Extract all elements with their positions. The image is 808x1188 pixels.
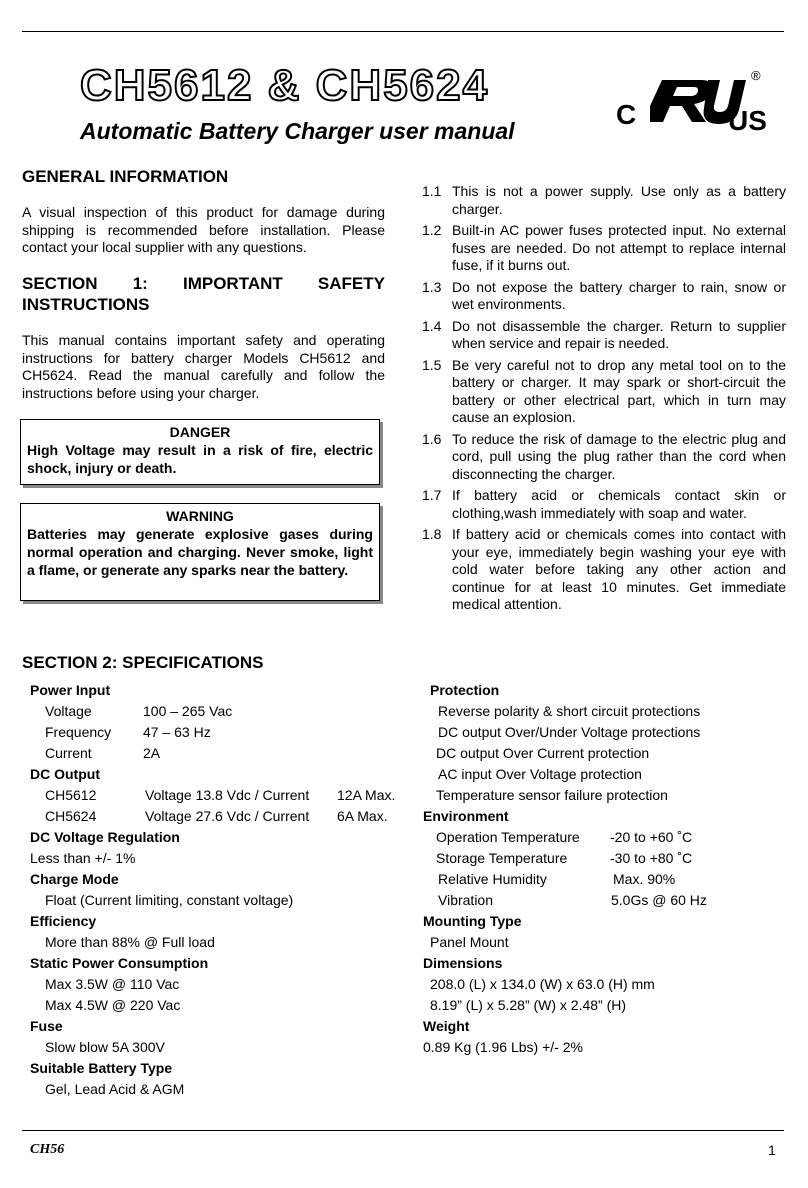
spec-value: Max. 90% — [613, 871, 676, 887]
item-text: To reduce the risk of damage to the electric plug and cord, pull using the plug rather than the cord when disconnecting the charger. — [452, 430, 786, 482]
static-power-value: Max 3.5W @ 110 Vac — [45, 976, 180, 992]
item-number: 1.6 — [422, 430, 442, 447]
spec-key: Relative Humidity — [438, 871, 547, 887]
item-number: 1.7 — [422, 487, 442, 503]
spec-row — [30, 743, 410, 764]
danger-box — [20, 419, 380, 485]
general-information-text: A visual inspection of this product for damage during shipping is recommended before installation. Please contact your local supplier with any questions. — [22, 204, 385, 255]
top-rule — [22, 31, 784, 32]
danger-title: DANGER — [169, 424, 231, 440]
section1-heading-word: 1: — [132, 274, 148, 293]
dc-spec: Voltage 13.8 Vdc / Current — [145, 787, 310, 803]
item-number: 1.3 — [422, 278, 442, 295]
general-information-heading: GENERAL INFORMATION — [22, 167, 229, 186]
section1-heading-word: SAFETY — [317, 274, 385, 293]
environment-label: Environment — [423, 808, 509, 824]
spec-value: 2A — [143, 745, 161, 761]
item-text: Do not expose the battery charger to rain, snow or wet environments. — [452, 278, 786, 312]
section1-heading-line2: INSTRUCTIONS — [22, 295, 150, 314]
dc-spec: Voltage 27.6 Vdc / Current — [145, 808, 310, 824]
item-number: 1.8 — [422, 526, 442, 542]
list-item — [422, 526, 786, 614]
dc-model: CH5624 — [45, 808, 97, 824]
spec-key: Operation Temperature — [436, 829, 580, 845]
protection-label: Protection — [430, 682, 500, 698]
list-item — [422, 431, 786, 484]
dimensions-label: Dimensions — [423, 955, 503, 971]
spec-value: 47 – 63 Hz — [143, 724, 211, 740]
warning-title: WARNING — [166, 508, 234, 524]
cru-us-certification-logo — [610, 66, 790, 136]
protection-item: Temperature sensor failure protection — [436, 787, 668, 803]
fuse-value: Slow blow 5A 300V — [45, 1039, 165, 1055]
battery-type-value: Gel, Lead Acid & AGM — [45, 1081, 185, 1097]
page-subtitle: Automatic Battery Charger user manual — [80, 118, 515, 144]
spec-key: Storage Temperature — [436, 850, 568, 866]
efficiency-value: More than 88% @ Full load — [45, 934, 215, 950]
spec-row — [423, 848, 793, 869]
spec-key: Current — [45, 745, 92, 761]
protection-item: DC output Over/Under Voltage protections — [438, 724, 701, 740]
static-power-value: Max 4.5W @ 220 Vac — [45, 997, 181, 1013]
spec-row — [423, 827, 793, 848]
battery-type-label: Suitable Battery Type — [30, 1060, 173, 1076]
list-item — [422, 318, 786, 353]
page-number: 1 — [768, 1142, 776, 1158]
spec-value: -30 to +80 ˚C — [610, 850, 693, 866]
section1-heading-word: SECTION — [22, 274, 98, 293]
safety-instructions-list — [422, 183, 786, 618]
list-item — [422, 487, 786, 522]
item-text: Built-in AC power fuses protected input. No external fuses are needed. Do not attempt to replace internal fuse, if it burns out. — [452, 222, 786, 273]
fuse-label: Fuse — [30, 1018, 63, 1034]
dc-output-label: DC Output — [30, 766, 100, 782]
section1-heading-word: IMPORTANT — [182, 274, 283, 293]
item-number: 1.5 — [422, 356, 442, 373]
weight-label: Weight — [423, 1018, 470, 1034]
spec-row — [30, 701, 410, 722]
item-text: If battery acid or chemicals comes into contact with your eye, immediately begin washing your eye with cold water before taking any other action and continue for at least 10 minutes. Get immediate medical attention. — [452, 526, 786, 612]
regulation-label: DC Voltage Regulation — [30, 829, 180, 845]
protection-item: Reverse polarity & short circuit protections — [438, 703, 701, 719]
dc-model: CH5612 — [45, 787, 97, 803]
spec-row — [30, 722, 410, 743]
spec-key: Vibration — [438, 892, 494, 908]
list-item — [422, 222, 786, 275]
page-title: CH5612 & CH5624 — [80, 61, 490, 110]
spec-key: Frequency — [45, 724, 112, 740]
spec-value: 100 – 265 Vac — [143, 703, 233, 719]
spec-row — [423, 890, 793, 911]
power-input-label: Power Input — [30, 682, 111, 698]
spec-row — [30, 785, 410, 806]
section1-heading — [22, 273, 385, 315]
spec-row — [30, 806, 410, 827]
static-power-label: Static Power Consumption — [30, 955, 209, 971]
specs-left-column — [30, 680, 410, 1100]
footer-rule — [22, 1130, 784, 1131]
spec-value: -20 to +60 ˚C — [610, 829, 693, 845]
specs-right-column — [423, 680, 793, 1058]
regulation-value: Less than +/- 1% — [30, 850, 136, 866]
item-text: This is not a power supply. Use only as a battery charger. — [452, 183, 786, 217]
dc-max: 6A Max. — [337, 808, 388, 824]
spec-value: 5.0Gs @ 60 Hz — [611, 892, 707, 908]
item-number: 1.4 — [422, 317, 442, 334]
spec-key: Voltage — [45, 703, 92, 719]
weight-value: 0.89 Kg (1.96 Lbs) +/- 2% — [423, 1039, 583, 1055]
mounting-label: Mounting Type — [423, 913, 522, 929]
spec-row — [423, 869, 793, 890]
item-number: 1.1 — [422, 183, 442, 199]
registered-mark: ® — [751, 68, 761, 83]
logo-c-text: C — [616, 99, 637, 130]
item-text: Be very careful not to drop any metal tool on to the battery or charger. It may spark or short-circuit the battery or other electrical part, which in turn may cause an explosion. — [452, 356, 786, 425]
mounting-value: Panel Mount — [430, 934, 509, 950]
item-number: 1.2 — [422, 222, 442, 238]
list-item — [422, 357, 786, 427]
item-text: If battery acid or chemicals contact skin or clothing,wash immediately with soap and water. — [452, 487, 786, 521]
warning-text: Batteries may generate explosive gases during normal operation and charging. Never smoke, light a flame, or generate any sparks near the battery. — [27, 526, 373, 578]
dc-max: 12A Max. — [337, 787, 396, 803]
logo-us-text: US — [728, 105, 767, 136]
protection-item: DC output Over Current protection — [436, 745, 650, 761]
dimensions-value: 8.19” (L) x 5.28” (W) x 2.48” (H) — [430, 997, 627, 1013]
section1-text: This manual contains important safety and operating instructions for battery charger Models CH5612 and CH5624. Read the manual carefully and follow the instructions before using your charger. — [22, 332, 385, 401]
footer-model: CH56 — [30, 1142, 65, 1157]
warning-box — [20, 503, 380, 601]
list-item — [422, 183, 786, 218]
efficiency-label: Efficiency — [30, 913, 97, 929]
danger-text: High Voltage may result in a risk of fire, electric shock, injury or death. — [27, 442, 373, 476]
protection-item: AC input Over Voltage protection — [438, 766, 642, 782]
charge-mode-value: Float (Current limiting, constant voltage) — [45, 892, 294, 908]
item-text: Do not disassemble the charger. Return to supplier when service and repair is needed. — [452, 317, 786, 351]
charge-mode-label: Charge Mode — [30, 871, 119, 887]
list-item — [422, 279, 786, 314]
dimensions-value: 208.0 (L) x 134.0 (W) x 63.0 (H) mm — [430, 976, 655, 992]
section2-heading: SECTION 2: SPECIFICATIONS — [22, 653, 264, 672]
